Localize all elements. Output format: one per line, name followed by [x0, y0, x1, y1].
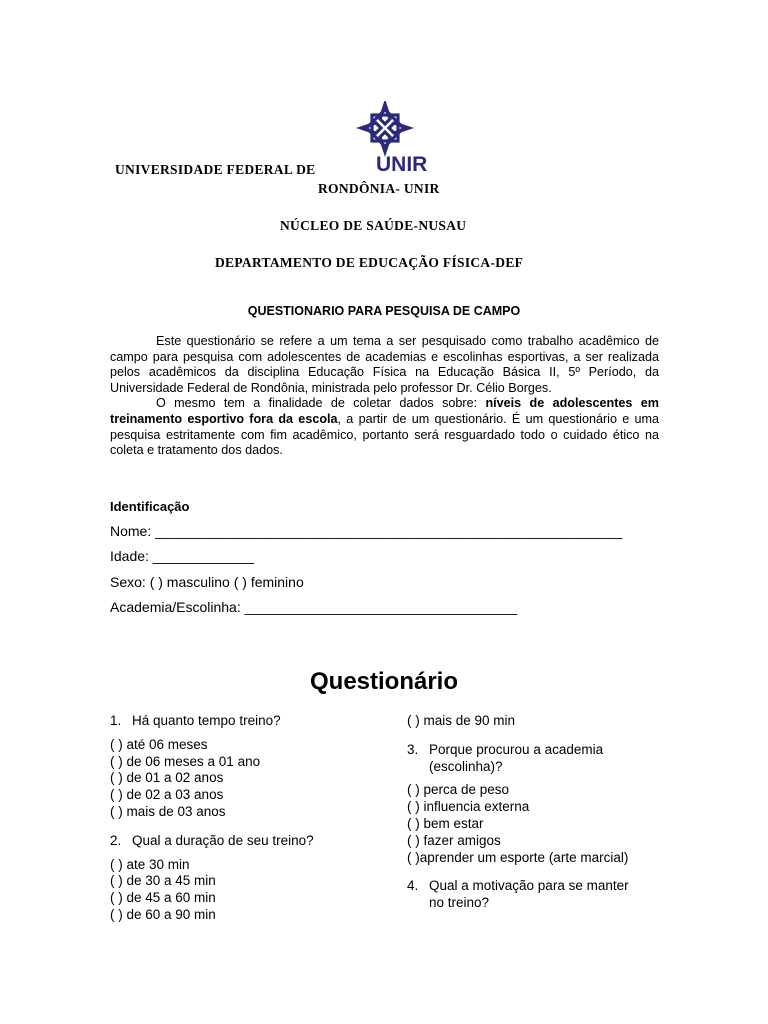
nucleus-name: NÚCLEO DE SAÚDE-NUSAU	[280, 218, 467, 233]
questions-right-column	[407, 713, 647, 919]
intro-paragraph-2-bold: níveis de adolescentes em treinamento esportivo fora da escola	[110, 396, 659, 426]
question-2-option[interactable]: ( ) de 60 a 90 min	[110, 906, 216, 922]
question-1-option[interactable]: ( ) mais de 03 anos	[110, 803, 226, 819]
question-1-option[interactable]: ( ) de 06 meses a 01 ano	[110, 753, 261, 769]
questionnaire-title: Questionário	[309, 668, 459, 695]
question-1	[110, 713, 370, 730]
name-field[interactable]: Nome: ____________________________________________________________	[110, 523, 623, 539]
intro-paragraph-2-end: , a partir de um questionário. É um questionário e uma pesquisa estritamente com fim acadêmico, portanto será resguardado todo o cuidado ético na coleta e tratamento dos dados.	[110, 411, 660, 458]
question-1-text: Há quanto tempo treino?	[132, 713, 281, 728]
academy-field[interactable]: Academia/Escolinha: ___________________________________	[110, 599, 518, 615]
question-1-option[interactable]: ( ) de 01 a 02 anos	[110, 770, 224, 786]
question-2-option[interactable]: ( ) ate 30 min	[110, 856, 190, 872]
question-1-option[interactable]: ( ) até 06 meses	[110, 736, 208, 752]
university-name-line2: RONDÔNIA- UNIR	[318, 181, 440, 196]
form-title: QUESTIONARIO PARA PESQUISA DE CAMPO	[247, 304, 521, 318]
department-name: DEPARTAMENTO DE EDUCAÇÃO FÍSICA-DEF	[215, 255, 524, 270]
question-4-text: Qual a motivação para se manter no treino?	[429, 878, 629, 911]
question-4-number: 4.	[407, 878, 419, 894]
question-3-option[interactable]: ( )aprender um esporte (arte marcial)	[407, 849, 629, 865]
question-2-option[interactable]: ( ) de 45 a 60 min	[110, 890, 216, 906]
question-1-number: 1.	[110, 713, 122, 728]
logo-text: UNIR	[376, 153, 428, 176]
sex-field[interactable]: Sexo: ( ) masculino ( ) feminino	[110, 574, 304, 590]
intro-paragraph-2	[110, 396, 659, 458]
questions-left-column	[110, 713, 370, 924]
question-2-text: Qual a duração de seu treino?	[132, 832, 314, 848]
question-3-option[interactable]: ( ) perca de peso	[407, 782, 510, 798]
question-3-option[interactable]: ( ) fazer amigos	[407, 832, 501, 848]
question-2-option[interactable]: ( ) de 30 a 45 min	[110, 873, 216, 889]
question-3	[407, 742, 647, 776]
unir-logo	[352, 101, 444, 181]
intro-paragraph-2-start: O mesmo tem a finalidade de coletar dados sobre:	[156, 396, 486, 411]
question-1-option[interactable]: ( ) de 02 a 03 anos	[110, 787, 224, 803]
question-2	[110, 833, 370, 850]
question-3-text: Porque procurou a academia (escolinha)?	[429, 741, 604, 774]
unir-star-logo-icon	[352, 101, 444, 181]
intro-paragraph-1: Este questionário se refere a um tema a ser pesquisado como trabalho acadêmico de campo para pesquisa com adolescentes de academias e escolinhas esportivas, a ser realizada pelos acadêmicos da disciplina Educação Física na Educação Básica II, 5º Período, da Universidade Federal de Rondônia, ministrada pelo professor Dr. Célio Borges.	[110, 334, 659, 395]
identification-title: Identificação	[110, 499, 190, 514]
question-3-option[interactable]: ( ) bem estar	[407, 815, 484, 831]
question-2-option[interactable]: ( ) mais de 90 min	[407, 713, 516, 728]
question-3-number: 3.	[407, 741, 419, 757]
question-2-number: 2.	[110, 832, 122, 848]
question-3-option[interactable]: ( ) influencia externa	[407, 799, 530, 815]
question-4	[407, 878, 647, 912]
intro-text	[110, 334, 659, 459]
age-field[interactable]: Idade: _____________	[110, 548, 255, 564]
university-name-line1: UNIVERSIDADE FEDERAL DE	[115, 162, 316, 177]
